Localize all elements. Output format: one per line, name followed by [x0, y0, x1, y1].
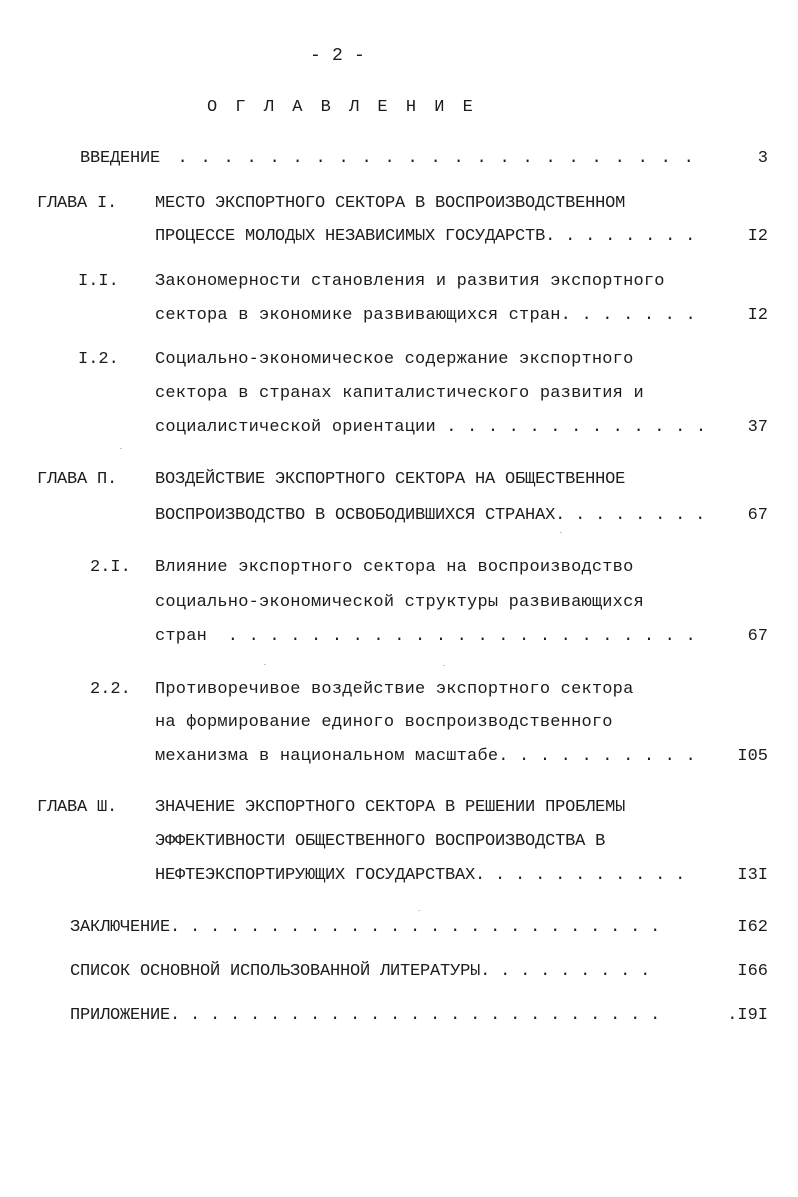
scan-speck: [443, 665, 445, 666]
section-2-2-line3: механизма в национальном масштабе. . . . . . . . . .: [155, 747, 696, 766]
chapter3-title-line3: НЕФТЕЭКСПОРТИРУЮЩИХ ГОСУДАРСТВАХ. . . . . . . . . . .: [155, 866, 686, 885]
literature-page: I66: [737, 962, 768, 981]
section-1-1-line1: Закономерности становления и развития экспортного: [155, 272, 665, 291]
chapter3-page: I3I: [737, 866, 768, 885]
intro-page: 3: [757, 149, 768, 168]
section-1-2-number: I.2.: [78, 350, 119, 369]
scan-speck: [418, 910, 420, 911]
section-2-1-line3: стран . . . . . . . . . . . . . . . . . . . . . . .: [155, 627, 696, 646]
chapter3-title-line2: ЭФФЕКТИВНОСТИ ОБЩЕСТВЕННОГО ВОСПРОИЗВОДСТВА В: [155, 832, 606, 851]
intro-label: ВВЕДЕНИЕ: [80, 149, 161, 168]
scan-speck: [560, 532, 562, 533]
scan-speck: [264, 664, 266, 665]
section-2-2-page: I05: [737, 747, 768, 766]
section-1-2-line2: сектора в странах капиталистического развития и: [155, 384, 644, 403]
chapter3-number: ГЛАВА Ш.: [37, 798, 118, 817]
chapter1-title-line1: МЕСТО ЭКСПОРТНОГО СЕКТОРА В ВОСПРОИЗВОДСТВЕННОМ: [155, 194, 626, 213]
chapter2-number: ГЛАВА П.: [37, 470, 118, 489]
section-2-1-page: 67: [747, 627, 768, 646]
appendix-entry: ПРИЛОЖЕНИЕ. . . . . . . . . . . . . . . . . . . . . . . . .: [70, 1006, 661, 1025]
chapter2-page: 67: [747, 506, 768, 525]
section-2-2-line2: на формирование единого воспроизводственного: [155, 713, 613, 732]
intro-leader: . . . . . . . . . . . . . . . . . . . . . . .: [166, 149, 696, 168]
scan-speck: [120, 448, 122, 449]
chapter2-title-line1: ВОЗДЕЙСТВИЕ ЭКСПОРТНОГО СЕКТОРА НА ОБЩЕСТВЕННОЕ: [155, 470, 626, 489]
section-2-1-line2: социально-экономической структуры развивающихся: [155, 593, 644, 612]
chapter3-title-line1: ЗНАЧЕНИЕ ЭКСПОРТНОГО СЕКТОРА В РЕШЕНИИ ПРОБЛЕМЫ: [155, 798, 626, 817]
chapter2-title-line2: ВОСПРОИЗВОДСТВО В ОСВОБОДИВШИХСЯ СТРАНАХ. . . . . . . .: [155, 506, 706, 525]
section-1-1-page: I2: [747, 306, 768, 325]
page-title: О Г Л А В Л Е Н И Е: [207, 98, 477, 117]
chapter1-number: ГЛАВА I.: [37, 194, 118, 213]
conclusion-page: I62: [737, 918, 768, 937]
section-1-1-line2: сектора в экономике развивающихся стран. . . . . . .: [155, 306, 696, 325]
section-1-2-line3: социалистической ориентации . . . . . . . . . . . . .: [155, 418, 707, 437]
section-1-1-number: I.I.: [78, 272, 119, 291]
literature-entry: СПИСОК ОСНОВНОЙ ИСПОЛЬЗОВАННОЙ ЛИТЕРАТУРЫ. . . . . . . . .: [70, 962, 651, 981]
section-2-1-number: 2.I.: [90, 558, 131, 577]
section-2-2-line1: Противоречивое воздействие экспортного сектора: [155, 680, 634, 699]
section-1-2-line1: Социально-экономическое содержание экспортного: [155, 350, 634, 369]
appendix-page: .I9I: [727, 1006, 768, 1025]
conclusion-entry: ЗАКЛЮЧЕНИЕ. . . . . . . . . . . . . . . . . . . . . . . . .: [70, 918, 661, 937]
page-number: - 2 -: [310, 46, 366, 66]
chapter1-title-line2: ПРОЦЕССЕ МОЛОДЫХ НЕЗАВИСИМЫХ ГОСУДАРСТВ. . . . . . . .: [155, 227, 696, 246]
chapter1-page: I2: [747, 227, 768, 246]
section-2-1-line1: Влияние экспортного сектора на воспроизводство: [155, 558, 634, 577]
section-2-2-number: 2.2.: [90, 680, 131, 699]
section-1-2-page: 37: [747, 418, 768, 437]
